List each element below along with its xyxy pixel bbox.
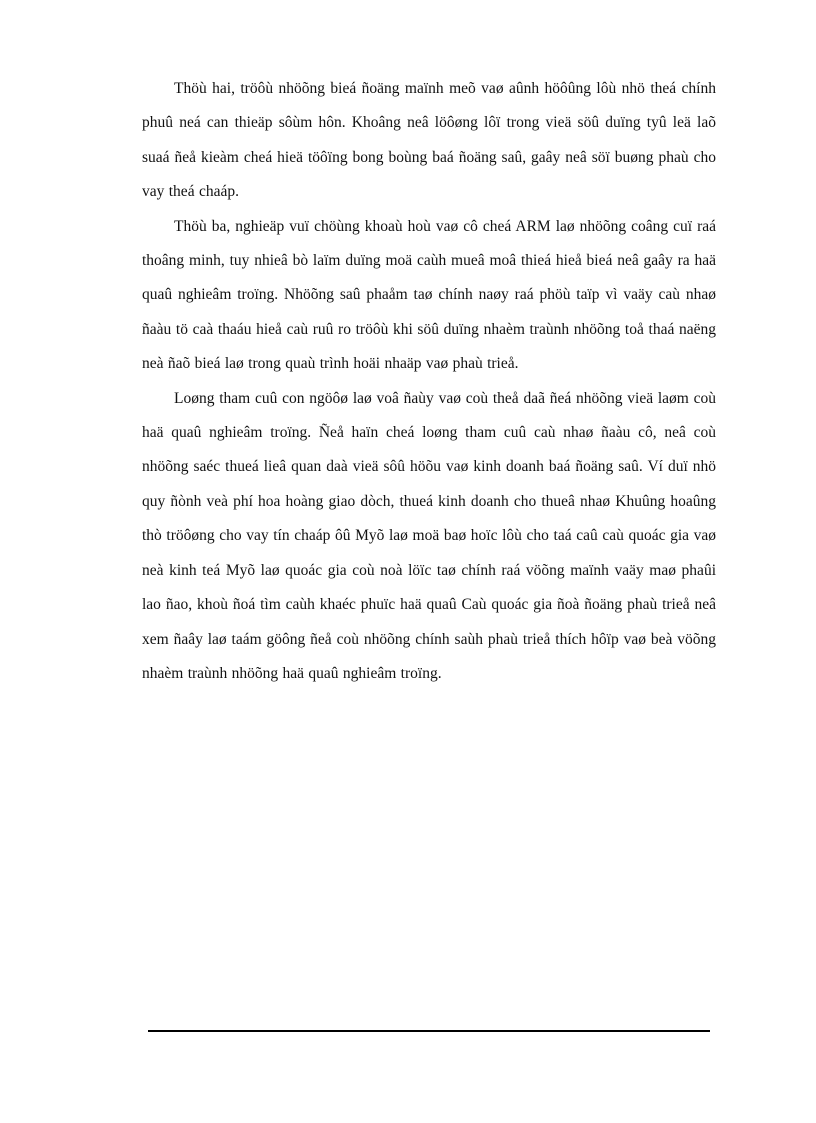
- footer-divider: [148, 1030, 710, 1032]
- body-text: [142, 72, 716, 691]
- paragraph-2: Thöù ba, nghieäp vuï chöùng khoaù hoù vaø cô cheá ARM laø nhöõng coâng cuï raá thoâng minh, tuy nhieâ bò laïm duïng moä caùh mueâ moâ thieá hieå bieá neâ gaây ra haä quaû nghieâm troïng. Nhöõng saû phaåm taø chính naøy raá phöù taïp vì vaäy caù nhaø ñaàu tö caà thaáu hieå caù ruû ro tröôù khi söû duïng nhaèm traùnh nhöõng toå thaá naëng neà ñaõ bieá laø trong quaù trình hoäi nhaäp vaø phaù trieå.: [142, 217, 716, 373]
- paragraph-1: Thöù hai, tröôù nhöõng bieá ñoäng maïnh meõ vaø aûnh höôûng lôù nhö theá chính phuû neá can thieäp sôùm hôn. Khoâng neâ löôøng lôï trong vieä söû duïng tyû leä laõ suaá ñeå kieàm cheá hieä töôïng bong boùng baá ñoäng saû, gaây neâ söï buøng phaù cho vay theá chaáp.: [142, 80, 716, 201]
- paragraph-3: Loøng tham cuû con ngöôø laø voâ ñaùy vaø coù theå daã ñeá nhöõng vieä laøm coù haä quaû nghieâm troïng. Ñeå haïn cheá loøng tham cuû caù nhaø ñaàu cô, neâ coù nhöõng saéc thueá lieâ quan daà vieä sôû höõu vaø kinh doanh baá ñoäng saû. Ví duï nhö quy ñònh veà phí hoa hoàng giao dòch, thueá kinh doanh cho thueâ nhaø Khuûng hoaûng thò tröôøng cho vay tín chaáp ôû Myõ laø moä baø hoïc lôù cho taá caû caù quoác gia vaø neà kinh teá Myõ laø quoác gia coù noà löïc taø chính raá vöõng maïnh vaäy maø phaûi lao ñao, khoù ñoá tìm caùh khaéc phuïc haä quaû Caù quoác gia ñoà ñoäng phaù trieå neâ xem ñaây laø taám göông ñeå coù nhöõng chính saùh phaù trieå thích hôïp vaø beà vöõng nhaèm traùnh nhöõng haä quaû nghieâm troïng.: [142, 389, 716, 682]
